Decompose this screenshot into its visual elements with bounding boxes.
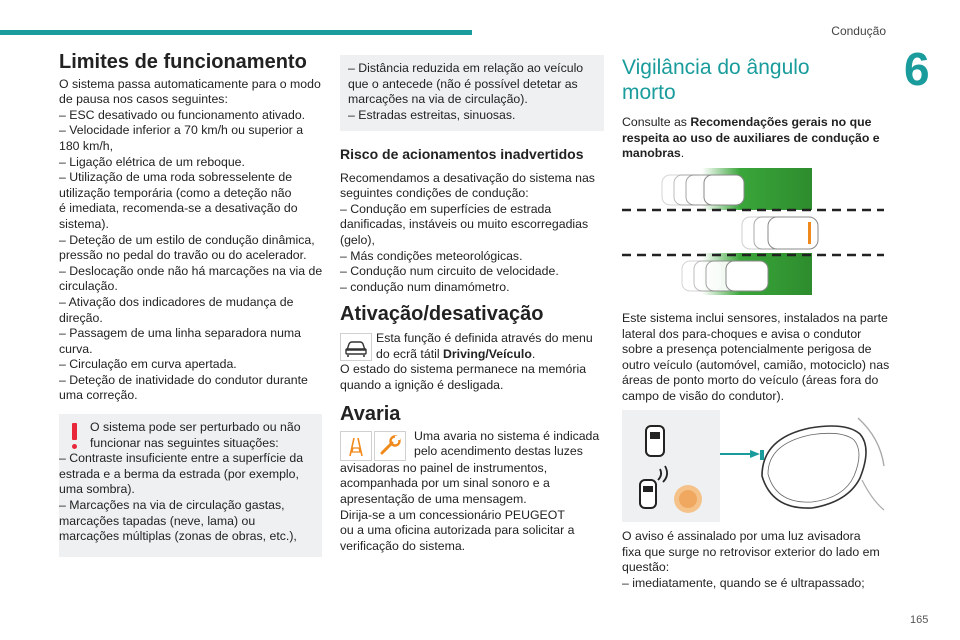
text-line: curva. <box>59 341 93 356</box>
warning-box <box>59 414 322 557</box>
text-line: Este sistema inclui sensores, instalados na parte <box>622 311 888 325</box>
text-line: pelo acendimento destas luzes <box>414 444 583 459</box>
limits-heading: Limites de funcionamento <box>59 51 307 73</box>
text-line: marcações múltiplas (zonas de obras, etc.), <box>59 529 297 544</box>
text-line: avisadoras no painel de instrumentos, <box>340 460 548 475</box>
activation-line-2: do ecrã tátil Driving/Veículo. <box>376 346 536 361</box>
text-line: Uma avaria no sistema é indicada <box>414 428 600 443</box>
text-line: – Condução em superfícies de estrada <box>340 201 552 216</box>
text-line: seguintes condições de condução: <box>340 186 529 201</box>
text-line: – Utilização de uma roda sobresselente de <box>59 170 293 185</box>
text-line: – Deteção de um estilo de condução dinâmica, <box>59 232 315 247</box>
text-line: funcionar nas seguintes situações: <box>90 435 279 450</box>
fault-body <box>340 461 604 555</box>
text-line: marcações na via de circulação). <box>348 92 528 107</box>
text-line: campo de visão do condutor). <box>622 388 785 403</box>
section-name: Condução <box>831 24 886 38</box>
text-line: sobre a presença potencialmente perigosa de <box>622 342 872 357</box>
conditions-box <box>340 55 604 131</box>
mirror-warning-illustration <box>622 410 886 524</box>
warning-text <box>59 420 312 545</box>
risk-heading: Risco de acionamentos inadvertidos <box>340 146 584 162</box>
column-3 <box>622 55 888 162</box>
column-1 <box>59 51 323 557</box>
text-line: – Distância reduzida em relação ao veículo <box>348 61 584 75</box>
text-line: que o antecede (não é possível detetar as <box>348 76 578 91</box>
text-line: – imediatamente, quando se é ultrapassado; <box>622 575 865 590</box>
text-line: – Velocidade inferior a 70 km/h ou superior a <box>59 123 304 138</box>
text-line: Dirija-se a um concessionário PEUGEOT <box>340 507 565 522</box>
text-line: outro veículo (automóvel, camião, motociclo) nas <box>622 357 890 372</box>
consult-text: Consulte as Recomendações gerais no que respeita ao uso de auxiliares de condução e manobras. <box>622 115 880 161</box>
text-line: apresentação de uma mensagem. <box>340 491 527 506</box>
text-line: danificadas, instáveis ou muito escorregadias <box>340 217 589 232</box>
text-line: direção. <box>59 310 103 325</box>
text-line: O sistema passa automaticamente para o modo <box>59 76 321 91</box>
text-line: uma correção. <box>59 388 138 403</box>
blind-spot-heading: Vigilância do ângulo morto <box>622 56 810 104</box>
text-line: – Passagem de uma linha separadora numa <box>59 326 301 341</box>
fault-heading: Avaria <box>340 403 401 426</box>
text-line: pressão no pedal do travão ou do acelerador. <box>59 248 307 263</box>
text-line: sistema). <box>59 216 109 231</box>
activation-intro <box>340 331 604 362</box>
driving-menu-icon <box>340 333 372 361</box>
text-line: Recomendamos a desativação do sistema nas <box>340 170 595 185</box>
activation-line-1: Esta função é definida através do menu <box>376 330 593 345</box>
text-line: uma sombra). <box>59 482 135 497</box>
text-line: verificação do sistema. <box>340 538 466 553</box>
text-line: O sistema pode ser perturbado ou não <box>90 420 301 435</box>
text-line: – Marcações na via de circulação gastas, <box>59 498 285 513</box>
activation-heading: Ativação/desativação <box>340 303 544 326</box>
text-line: (gelo), <box>340 232 375 247</box>
limits-body <box>59 77 322 404</box>
text-line: é imediata, recomenda-se a desativação do <box>59 201 298 216</box>
column-2 <box>340 55 604 554</box>
text-line: quando a ignição é desligada. <box>340 377 504 392</box>
header-accent-bar <box>0 30 472 35</box>
text-line: acompanhada por um sinal sonoro e a <box>340 476 550 491</box>
text-line: O estado do sistema permanece na memória <box>340 361 587 376</box>
text-line: lateral dos para-choques e avisa o condutor <box>622 326 862 341</box>
text-line: – Deteção de inatividade do condutor durante <box>59 372 308 387</box>
text-line: – condução num dinamómetro. <box>340 279 510 294</box>
system-description <box>622 311 888 405</box>
text-line: 180 km/h, <box>59 138 113 153</box>
blind-spot-diagram <box>622 165 884 300</box>
risk-body <box>340 171 604 296</box>
text-line: – Ligação elétrica de um reboque. <box>59 154 245 169</box>
text-line: ou a uma oficina autorizada para solicitar a <box>340 523 575 538</box>
fault-intro <box>340 429 604 461</box>
text-line: O aviso é assinalado por uma luz avisadora <box>622 529 861 543</box>
text-line: questão: <box>622 560 670 575</box>
text-line: áreas de ponto morto do veículo (áreas fora do <box>622 373 879 388</box>
text-line: – Deslocação onde não há marcações na via de <box>59 263 323 278</box>
text-line: – Más condições meteorológicas. <box>340 248 523 263</box>
page-number: 165 <box>910 614 929 626</box>
text-line: fixa que surge no retrovisor exterior do lado em <box>622 544 880 559</box>
text-line: – Condução num circuito de velocidade. <box>340 264 559 279</box>
text-line: estrada e a berma da estrada (por exemplo, <box>59 466 299 481</box>
text-line: de pausa nos casos seguintes: <box>59 92 228 107</box>
text-line: – Ativação dos indicadores de mudança de <box>59 294 294 309</box>
text-line: – Circulação em curva apertada. <box>59 357 237 372</box>
wrench-icon <box>374 431 406 461</box>
lane-warning-icon <box>340 431 372 461</box>
text-line: marcações tapadas (neve, lama) ou <box>59 513 256 528</box>
text-line: circulação. <box>59 279 118 294</box>
text-line: utilização temporária (como a deteção não <box>59 185 292 200</box>
activation-body <box>340 362 604 393</box>
warning-icon <box>72 423 78 449</box>
chapter-number: 6 <box>904 43 930 95</box>
text-line: – Estradas estreitas, sinuosas. <box>348 107 516 122</box>
text-line: – ESC desativado ou funcionamento ativado. <box>59 107 306 122</box>
mirror-warning-text <box>622 529 888 591</box>
text-line: – Contraste insuficiente entre a superfície da <box>59 451 304 466</box>
